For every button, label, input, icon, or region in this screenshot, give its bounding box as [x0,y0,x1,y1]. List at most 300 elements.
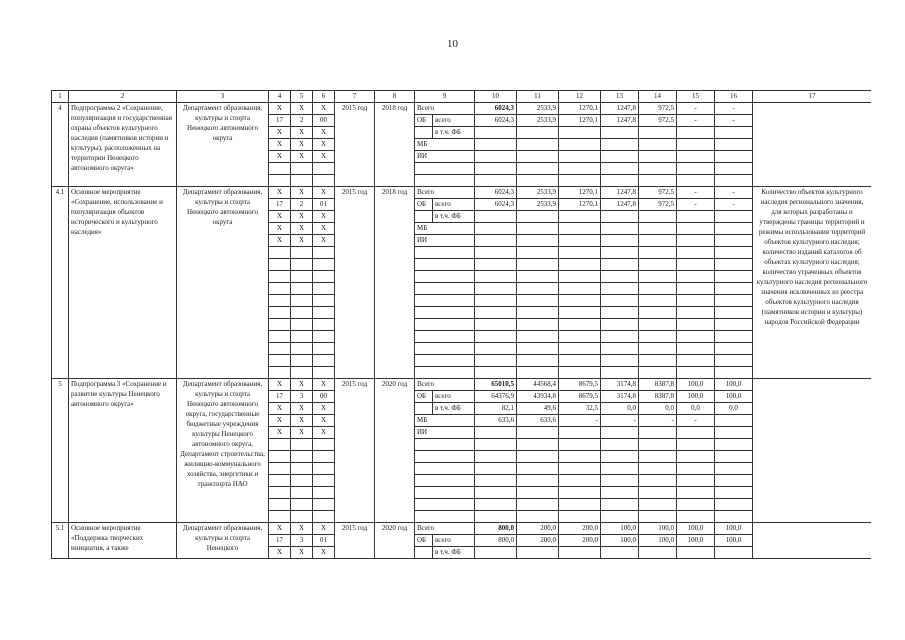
value-cell [601,331,639,343]
code-cell [291,451,313,463]
code-cell: X [269,379,291,391]
code-cell [313,355,335,367]
value-cell: 100,0 [715,535,753,547]
code-cell [269,163,291,175]
column-header-16: 16 [715,91,753,103]
code-cell: X [313,187,335,199]
value-cell: - [677,415,715,427]
value-cell: 65010,5 [475,379,517,391]
indicators [753,523,872,559]
column-header-8: 8 [375,91,415,103]
value-cell [601,223,639,235]
value-cell: 1270,1 [559,187,601,199]
value-cell: 800,0 [475,523,517,535]
value-cell [601,475,639,487]
value-cell [677,319,715,331]
value-cell [639,223,677,235]
value-cell [715,451,753,463]
value-cell: 64376,9 [475,391,517,403]
value-cell [475,355,517,367]
value-cell [715,175,753,187]
column-header-3: 3 [177,91,269,103]
value-cell [559,319,601,331]
value-cell [601,271,639,283]
value-cell [559,367,601,379]
value-cell [601,283,639,295]
code-cell [313,175,335,187]
value-cell [601,427,639,439]
value-cell [715,235,753,247]
value-cell [559,331,601,343]
value-cell: 100,0 [677,391,715,403]
code-cell [313,319,335,331]
value-cell [517,283,559,295]
code-cell: X [291,403,313,415]
column-header-17: 17 [753,91,872,103]
value-cell [517,139,559,151]
value-cell [517,487,559,499]
value-cell: 100,0 [715,391,753,403]
value-cell [715,427,753,439]
value-cell [475,499,517,511]
code-cell [269,511,291,523]
value-cell [677,511,715,523]
code-cell: 17 [269,115,291,127]
value-cell: 2533,9 [517,199,559,211]
value-cell [715,343,753,355]
value-cell [475,343,517,355]
source-sublabel: всего [433,199,475,211]
value-cell [677,259,715,271]
value-cell [559,127,601,139]
value-cell [475,319,517,331]
value-cell [639,283,677,295]
value-cell [517,463,559,475]
value-cell [475,439,517,451]
code-cell: 17 [269,391,291,403]
code-cell [313,511,335,523]
value-cell [475,163,517,175]
value-cell [601,259,639,271]
value-cell [639,307,677,319]
source-label: Всего [415,187,475,199]
value-cell [715,511,753,523]
start-year: 2015 год [335,379,375,523]
value-cell [677,223,715,235]
value-cell [601,211,639,223]
program-table [51,90,871,640]
code-cell [313,271,335,283]
value-cell [639,139,677,151]
code-cell: X [291,427,313,439]
value-cell [601,307,639,319]
value-cell [559,463,601,475]
value-cell: 633,6 [475,415,517,427]
code-cell [313,163,335,175]
value-cell [601,139,639,151]
value-cell [517,151,559,163]
code-cell [291,463,313,475]
value-cell: 100,0 [601,535,639,547]
value-cell [677,487,715,499]
value-cell: 3174,8 [601,391,639,403]
code-cell: X [291,547,313,559]
code-cell [269,487,291,499]
source-label [415,463,475,475]
code-cell: X [291,379,313,391]
value-cell: - [559,415,601,427]
indicators [753,379,872,523]
value-cell [715,163,753,175]
value-cell: 100,0 [639,535,677,547]
code-cell [313,331,335,343]
value-cell [677,475,715,487]
code-cell [313,499,335,511]
value-cell [715,367,753,379]
value-cell [677,235,715,247]
value-cell [601,295,639,307]
code-cell: X [291,187,313,199]
value-cell [639,331,677,343]
value-cell [517,439,559,451]
source-label [415,511,475,523]
value-cell: 200,0 [517,535,559,547]
value-cell: 2533,9 [517,187,559,199]
value-cell [677,139,715,151]
value-cell: 0,0 [677,403,715,415]
source-sublabel: всего [433,535,475,547]
code-cell [291,439,313,451]
value-cell [715,211,753,223]
source-label [415,487,475,499]
value-cell [475,283,517,295]
value-cell [517,295,559,307]
value-cell: - [677,115,715,127]
value-cell [677,295,715,307]
code-cell [269,247,291,259]
value-cell [639,271,677,283]
value-cell [475,427,517,439]
value-cell: 1270,1 [559,199,601,211]
indicators [753,103,872,187]
code-cell [269,283,291,295]
code-cell: X [291,139,313,151]
value-cell [639,319,677,331]
value-cell [601,499,639,511]
code-cell: X [291,103,313,115]
value-cell [677,367,715,379]
value-cell [517,451,559,463]
value-cell [559,175,601,187]
row-number: 5 [52,379,69,523]
value-cell: 0,0 [715,403,753,415]
code-cell: X [269,139,291,151]
value-cell [517,499,559,511]
column-header-14: 14 [639,91,677,103]
value-cell [715,475,753,487]
column-header-2: 2 [69,91,177,103]
code-cell: X [291,151,313,163]
code-cell: X [291,523,313,535]
code-cell [313,451,335,463]
value-cell [517,307,559,319]
code-cell [291,247,313,259]
value-cell [517,247,559,259]
code-cell [291,343,313,355]
source-sublabel: всего [433,115,475,127]
code-cell [269,271,291,283]
value-cell [475,487,517,499]
value-cell: 8387,8 [639,379,677,391]
source-label [415,259,475,271]
end-year: 2020 год [375,379,415,523]
code-cell [291,271,313,283]
code-cell: X [269,103,291,115]
code-cell [291,307,313,319]
value-cell [559,343,601,355]
value-cell: 972,5 [639,115,677,127]
code-cell [291,259,313,271]
value-cell [475,367,517,379]
value-cell [639,487,677,499]
table-row [52,187,872,199]
value-cell: 32,5 [559,403,601,415]
value-cell [559,247,601,259]
value-cell [639,343,677,355]
value-cell [715,127,753,139]
value-cell: - [601,415,639,427]
program-name: Подпрограмма 2 «Сохранение, популяризация и государственная охрана объектов культурного наследия (памятников истории и культуры), расположенных на территории Ненецкого автономного округа» [69,103,177,187]
program-name: Основное мероприятие «Сохранение, использование и популяризация объектов исторического и культурного наследия» [69,187,177,379]
source-label [415,475,475,487]
code-cell: X [291,223,313,235]
value-cell [677,283,715,295]
code-cell: X [313,223,335,235]
code-cell [269,355,291,367]
value-cell [715,139,753,151]
code-cell [291,499,313,511]
value-cell: 6024,3 [475,187,517,199]
value-cell [475,211,517,223]
value-cell: 100,0 [715,523,753,535]
value-cell [559,295,601,307]
value-cell: 633,6 [517,415,559,427]
value-cell [559,235,601,247]
column-header-10: 10 [475,91,517,103]
value-cell [601,343,639,355]
code-cell [269,259,291,271]
value-cell [559,355,601,367]
source-label [415,175,475,187]
value-cell [475,475,517,487]
value-cell: 200,0 [559,535,601,547]
value-cell [475,451,517,463]
code-cell: X [269,235,291,247]
code-cell: X [313,415,335,427]
source-label [415,271,475,283]
value-cell [639,247,677,259]
source-sublabel: в т.ч. ФБ [433,403,475,415]
code-cell: X [291,127,313,139]
code-cell [313,439,335,451]
code-cell: X [269,187,291,199]
value-cell [677,307,715,319]
column-header-7: 7 [335,91,375,103]
code-cell: X [269,547,291,559]
column-header-13: 13 [601,91,639,103]
value-cell [639,211,677,223]
page-number: 10 [447,38,458,50]
column-header-9: 9 [415,91,475,103]
value-cell [639,511,677,523]
code-cell [291,367,313,379]
value-cell [559,547,601,559]
value-cell [559,427,601,439]
source-label: ИИ [415,151,475,163]
code-cell: X [313,235,335,247]
code-cell [291,295,313,307]
value-cell [517,367,559,379]
code-cell [313,283,335,295]
code-cell [291,319,313,331]
source-label [415,211,433,223]
code-cell [313,307,335,319]
value-cell [715,259,753,271]
value-cell [677,547,715,559]
source-label: Всего [415,523,475,535]
value-cell: 1270,1 [559,103,601,115]
value-cell [475,151,517,163]
source-label [415,163,475,175]
value-cell [677,439,715,451]
value-cell: 1247,8 [601,115,639,127]
start-year: 2015 год [335,523,375,559]
code-cell: X [269,223,291,235]
value-cell [715,499,753,511]
source-label [415,367,475,379]
value-cell: 100,0 [677,535,715,547]
value-cell [559,223,601,235]
value-cell [559,511,601,523]
code-cell: X [269,523,291,535]
value-cell [559,163,601,175]
value-cell: 3174,8 [601,379,639,391]
code-cell [313,367,335,379]
value-cell [475,247,517,259]
value-cell [677,247,715,259]
row-number: 4.1 [52,187,69,379]
value-cell [677,427,715,439]
value-cell [639,127,677,139]
code-cell: X [269,151,291,163]
value-cell: 100,0 [715,379,753,391]
value-cell [639,295,677,307]
column-header-11: 11 [517,91,559,103]
code-cell: X [269,127,291,139]
value-cell [639,175,677,187]
code-cell: 17 [269,535,291,547]
value-cell [677,127,715,139]
value-cell [559,439,601,451]
value-cell [639,439,677,451]
value-cell [677,343,715,355]
source-label [415,451,475,463]
value-cell [601,487,639,499]
value-cell [517,259,559,271]
value-cell [517,511,559,523]
code-cell [269,439,291,451]
source-sublabel: в т.ч. ФБ [433,547,475,559]
source-label: ИИ [415,427,475,439]
value-cell: 2533,9 [517,115,559,127]
value-cell: 43934,8 [517,391,559,403]
value-cell [475,547,517,559]
code-cell [313,295,335,307]
value-cell [601,127,639,139]
code-cell: 2 [291,115,313,127]
value-cell [517,475,559,487]
code-cell: 17 [269,199,291,211]
value-cell [715,223,753,235]
row-number: 4 [52,103,69,187]
source-label: МБ [415,139,475,151]
value-cell [601,439,639,451]
code-cell: X [269,403,291,415]
value-cell [517,223,559,235]
source-label [415,319,475,331]
table-row [52,379,872,391]
value-cell [677,211,715,223]
source-label [415,439,475,451]
value-cell [559,307,601,319]
code-cell: X [313,547,335,559]
code-cell: X [291,415,313,427]
value-cell [559,151,601,163]
source-sublabel: всего [433,391,475,403]
source-label [415,343,475,355]
value-cell [601,367,639,379]
value-cell [677,451,715,463]
code-cell [269,343,291,355]
code-cell: X [313,151,335,163]
value-cell [715,331,753,343]
value-cell [677,463,715,475]
value-cell [639,427,677,439]
value-cell [715,439,753,451]
value-cell [601,355,639,367]
value-cell [639,475,677,487]
code-cell: 2 [291,199,313,211]
code-cell: X [269,415,291,427]
value-cell [517,211,559,223]
value-cell [715,247,753,259]
source-label [415,547,433,559]
value-cell [639,151,677,163]
source-label [415,499,475,511]
value-cell [559,259,601,271]
value-cell [559,139,601,151]
value-cell: 82,1 [475,403,517,415]
value-cell [601,151,639,163]
source-label: Всего [415,379,475,391]
value-cell [677,271,715,283]
column-header-15: 15 [677,91,715,103]
value-cell [517,271,559,283]
value-cell [677,163,715,175]
value-cell: 200,0 [559,523,601,535]
source-label: ОБ [415,199,433,211]
code-cell: 3 [291,391,313,403]
